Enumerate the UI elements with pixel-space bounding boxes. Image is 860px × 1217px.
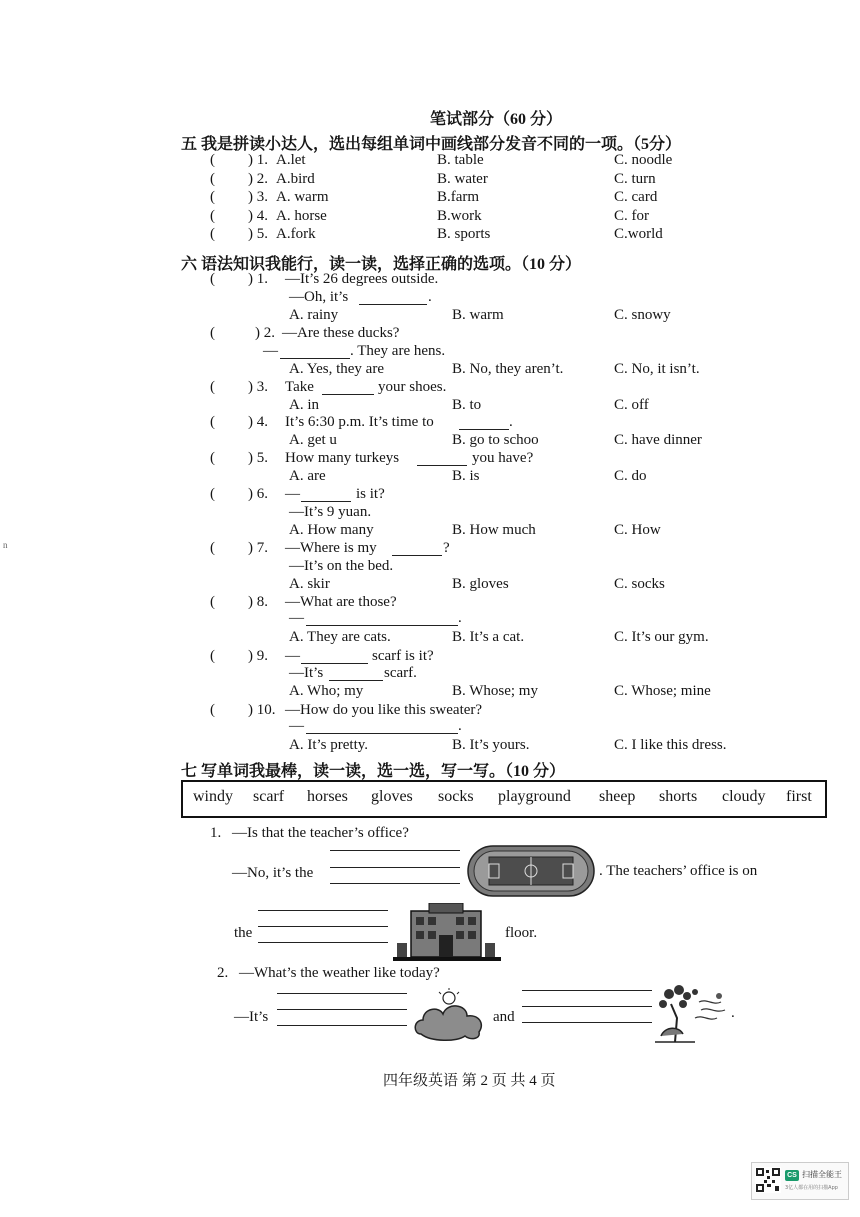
option-a[interactable]: A. get u [289,432,337,448]
reply-text: —It’s [289,665,324,681]
answer-line[interactable] [258,942,388,943]
question-stem: How many turkeys [285,450,400,466]
option-c[interactable]: C. I like this dress. [614,737,727,753]
answer-paren[interactable]: ( [210,702,215,718]
section6-title: 六 语法知识我能行，读一读，选择正确的选项。（10 分） [181,256,582,273]
reply-dash: — [289,718,304,734]
question-stem: —How do you like this sweater? [285,702,483,718]
page-footer: 四年级英语 第 2 页 共 4 页 [383,1073,556,1089]
question-number: ) 9. [248,648,268,664]
word-bank-item: cloudy [722,788,766,805]
section5-title: 五 我是拼读小达人，选出每组单词中画线部分发音不同的一项。（5分） [181,136,682,153]
answer-line[interactable] [330,883,460,884]
question-number: ) 3. [248,189,268,205]
question-number: ) 5. [248,450,268,466]
answer-blank[interactable] [301,486,351,502]
option-c[interactable]: C. do [614,468,647,484]
question-stem: is it? [356,486,385,502]
question-stem: your shoes. [378,379,447,395]
answer-paren[interactable]: ( [210,226,215,242]
answer-blank[interactable] [417,450,467,466]
option-a[interactable]: A.let [276,152,306,168]
answer-blank[interactable] [306,610,458,626]
option-c[interactable]: C. How [614,522,661,538]
reply-text: —It’s 9 yuan. [289,504,372,520]
question-number: ) 10. [248,702,276,718]
answer-line[interactable] [277,1025,407,1026]
word-bank-item: gloves [371,788,413,805]
answer-paren[interactable]: ( [210,152,215,168]
answer-paren[interactable]: ( [210,450,215,466]
reply-text: . They are hens. [350,343,446,359]
question-stem: scarf is it? [372,648,434,664]
question-number: ) 4. [248,208,268,224]
period: . [458,610,462,626]
answer-line[interactable] [258,926,388,927]
answer-paren[interactable]: ( [210,486,215,502]
option-b[interactable]: B. go to schoo [452,432,539,448]
answer-line[interactable] [258,910,388,911]
school-building-picture [393,903,501,961]
answer-line[interactable] [330,867,460,868]
word-bank-item: first [786,788,812,805]
option-a[interactable]: A. skir [289,576,330,592]
option-b[interactable]: B. gloves [452,576,509,592]
answer-text: —It’s [234,1009,269,1025]
option-a[interactable]: A. horse [276,208,327,224]
qr-code-icon [755,1167,781,1193]
answer-blank[interactable] [306,718,458,734]
reply-text: —It’s on the bed. [289,558,394,574]
option-b[interactable]: B. is [452,468,480,484]
option-a[interactable]: A. It’s pretty. [289,737,369,753]
period: . [458,718,462,734]
cs-badge: CS [785,1170,799,1181]
answer-blank[interactable] [329,665,383,681]
question-stem: —It’s 26 degrees outside. [285,271,439,287]
option-a[interactable]: A. rainy [289,307,339,323]
answer-paren[interactable]: ( [210,540,215,556]
question-number: ) 7. [248,540,268,556]
option-c[interactable]: C. have dinner [614,432,702,448]
answer-blank[interactable] [459,414,509,430]
margin-mark: n [3,540,8,550]
answer-paren[interactable]: ( [210,189,215,205]
question-stem: — [285,648,300,664]
answer-line[interactable] [277,993,407,994]
answer-paren[interactable]: ( [210,648,215,664]
option-b[interactable]: B. warm [452,307,504,323]
question-number: ) 1. [248,271,268,287]
option-a[interactable]: A. Yes, they are [289,361,384,377]
option-b[interactable]: B. water [437,171,488,187]
reply-dash: — [289,610,304,626]
option-c[interactable]: C. It’s our gym. [614,629,709,645]
answer-blank[interactable] [392,540,442,556]
option-a[interactable]: A. Who; my [289,683,364,699]
option-b[interactable]: B. How much [452,522,536,538]
option-a[interactable]: A. They are cats. [289,629,391,645]
word-bank-item: windy [193,788,233,805]
option-b[interactable]: B. No, they aren’t. [452,361,564,377]
option-c[interactable]: C. turn [614,171,656,187]
word-bank-item: shorts [659,788,698,805]
answer-text: —No, it’s the [232,865,314,881]
period: . [509,414,513,430]
answer-paren[interactable]: ( [210,325,215,341]
question-number: 1. [210,825,222,841]
option-c[interactable]: C. No, it isn’t. [614,361,700,377]
question-number: 2. [217,965,229,981]
option-a[interactable]: A. in [289,397,319,413]
word-bank-item: sheep [599,788,636,805]
reply-text: scarf. [384,665,417,681]
period: . [428,289,432,305]
option-c[interactable]: C. off [614,397,649,413]
option-b[interactable]: B.farm [437,189,480,205]
question-number: ) 8. [248,594,268,610]
answer-blank[interactable] [301,648,368,664]
question-mark: ? [443,540,450,556]
windy-picture [655,984,733,1044]
word-bank-item: playground [498,788,571,805]
option-b[interactable]: B. Whose; my [452,683,538,699]
option-c[interactable]: C. card [614,189,658,205]
question-number: ) 6. [248,486,268,502]
option-c[interactable]: C.world [614,226,663,242]
question-number: ) 1. [248,152,268,168]
scanner-app-tagline: 3亿人都在用的扫描App [785,1185,838,1191]
question-stem: Take [285,379,314,395]
scanner-stamp [751,1162,849,1200]
option-c[interactable]: C. noodle [614,152,673,168]
answer-line[interactable] [522,1006,652,1007]
option-a[interactable]: A. are [289,468,326,484]
answer-paren[interactable]: ( [210,271,215,287]
answer-paren[interactable]: ( [210,171,215,187]
answer-paren[interactable]: ( [210,594,215,610]
answer-line[interactable] [330,850,460,851]
reply-text: —Oh, it’s [289,289,349,305]
answer-text: floor. [505,925,538,941]
question-stem: — [285,486,300,502]
cloudy-picture [413,988,489,1042]
word-bank-item: socks [438,788,474,805]
answer-paren[interactable]: ( [210,379,215,395]
option-b[interactable]: B. It’s a cat. [452,629,525,645]
answer-text: . The teachers’ office is on [599,863,758,879]
section7-title: 七 写单词我最棒，读一读，选一选，写一写。（10 分） [181,763,566,780]
period: . [731,1005,735,1021]
option-b[interactable]: B. sports [437,226,491,242]
option-b[interactable]: B. It’s yours. [452,737,530,753]
option-c[interactable]: C. socks [614,576,665,592]
question-number: ) 4. [248,414,268,430]
option-b[interactable]: B.work [437,208,482,224]
answer-line[interactable] [522,990,652,991]
answer-blank[interactable] [322,379,374,395]
option-a[interactable]: A. How many [289,522,374,538]
answer-blank[interactable] [280,343,350,359]
option-a[interactable]: A.bird [276,171,315,187]
answer-paren[interactable]: ( [210,414,215,430]
option-b[interactable]: B. to [452,397,482,413]
answer-line[interactable] [522,1022,652,1023]
answer-text: and [493,1009,515,1025]
word-bank-item: horses [307,788,348,805]
question-number: ) 2. [255,325,275,341]
answer-text: the [234,925,253,941]
word-bank-item: scarf [253,788,285,805]
option-b[interactable]: B. table [437,152,484,168]
scanner-app-name: 扫描全能王 [802,1170,842,1179]
option-c[interactable]: C. snowy [614,307,671,323]
page-title: 笔试部分（60 分） [430,111,563,128]
answer-paren[interactable]: ( [210,208,215,224]
question-stem: —Where is my [285,540,377,556]
question-stem: —Is that the teacher’s office? [232,825,409,841]
option-c[interactable]: C. Whose; mine [614,683,711,699]
option-a[interactable]: A.fork [276,226,316,242]
question-number: ) 2. [248,171,268,187]
question-stem: —What are those? [285,594,397,610]
answer-blank[interactable] [359,289,427,305]
answer-line[interactable] [277,1009,407,1010]
question-stem: It’s 6:30 p.m. It’s time to [285,414,434,430]
option-a[interactable]: A. warm [276,189,329,205]
question-stem: —Are these ducks? [282,325,400,341]
reply-dash: — [263,343,278,359]
question-number: ) 5. [248,226,268,242]
option-c[interactable]: C. for [614,208,649,224]
question-stem: you have? [472,450,534,466]
question-number: ) 3. [248,379,268,395]
question-stem: —What’s the weather like today? [239,965,440,981]
playground-picture [467,845,595,897]
